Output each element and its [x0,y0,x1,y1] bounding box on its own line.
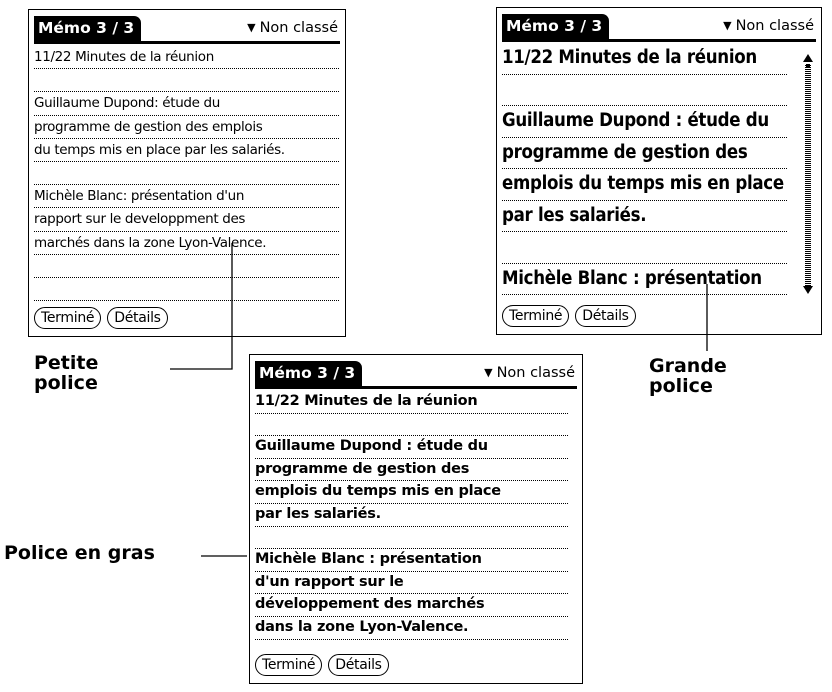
callout-line: Grande [649,355,727,377]
scrollbar[interactable] [803,54,815,294]
button-bar [255,654,395,678]
callout-line: Petite [34,352,99,374]
memo-line: programme de gestion des emplois [34,116,339,139]
memo-line: par les salariés. [502,201,787,233]
memo-line [34,255,339,278]
category-label: Non classé [496,365,575,381]
memo-title-bar [255,361,577,389]
memo-line: dans la zone Lyon-Valence. [255,617,568,640]
memo-screen-small-font [28,9,346,337]
button-bar [34,307,174,331]
triangle-down-icon: ▼ [723,19,732,32]
memo-line: rapport sur le developpment des [34,208,339,231]
memo-text-area[interactable] [255,391,568,640]
arrow-down-icon[interactable] [803,286,813,294]
memo-text-area[interactable] [502,43,787,295]
memo-line: Guillaume Dupond : étude du [502,106,787,138]
memo-line [255,414,568,437]
memo-line: Guillaume Dupond: étude du [34,92,339,115]
callout-line: police [34,372,98,394]
memo-line: du temps mis en place par les salariés. [34,139,339,162]
category-picker[interactable] [247,16,338,41]
callout-line: police [649,375,713,397]
memo-title: Mémo 3 / 3 [255,361,362,386]
category-picker[interactable] [723,14,814,39]
triangle-down-icon: ▼ [484,366,493,379]
memo-line [502,232,787,264]
done-button[interactable]: Terminé [502,305,569,327]
button-bar [502,305,642,329]
details-button[interactable]: Détails [328,654,388,676]
scrollbar-thumb[interactable] [806,64,810,68]
memo-line: Michèle Blanc: présentation d'un [34,185,339,208]
category-picker[interactable] [484,361,575,386]
memo-line: 11/22 Minutes de la réunion [502,43,787,75]
callout-bold-font [4,543,155,563]
memo-title-bar [34,16,340,44]
memo-line: emplois du temps mis en place [502,169,787,201]
memo-line: d'un rapport sur le [255,572,568,595]
callout-small-font [34,353,98,393]
arrow-up-icon[interactable] [803,54,813,62]
memo-line: Michèle Blanc : présentation [502,264,787,296]
triangle-down-icon: ▼ [247,21,256,34]
memo-line: Michèle Blanc : présentation [255,549,568,572]
category-label: Non classé [259,20,338,36]
scrollbar-track[interactable] [805,64,811,286]
memo-line [34,162,339,185]
memo-line: développement des marchés [255,594,568,617]
done-button[interactable]: Terminé [34,307,101,329]
memo-line: emplois du temps mis en place [255,481,568,504]
memo-line: 11/22 Minutes de la réunion [34,46,339,69]
memo-screen-large-font [496,7,822,335]
memo-line: marchés dans la zone Lyon-Valence. [34,232,339,255]
memo-line [502,75,787,107]
memo-line [255,527,568,550]
memo-line: 11/22 Minutes de la réunion [255,391,568,414]
callout-line: Police en gras [4,542,155,564]
memo-line: programme de gestion des [255,459,568,482]
memo-line: Guillaume Dupond : étude du [255,436,568,459]
memo-line: programme de gestion des [502,138,787,170]
memo-text-area[interactable] [34,46,339,301]
category-label: Non classé [735,18,814,34]
done-button[interactable]: Terminé [255,654,322,676]
memo-line [34,69,339,92]
memo-title-bar [502,14,816,42]
memo-line [34,278,339,301]
details-button[interactable]: Détails [575,305,635,327]
memo-title: Mémo 3 / 3 [34,16,141,41]
memo-line: par les salariés. [255,504,568,527]
callout-large-font [649,356,727,396]
memo-screen-bold-font [249,354,583,684]
details-button[interactable]: Détails [107,307,167,329]
memo-title: Mémo 3 / 3 [502,14,609,39]
